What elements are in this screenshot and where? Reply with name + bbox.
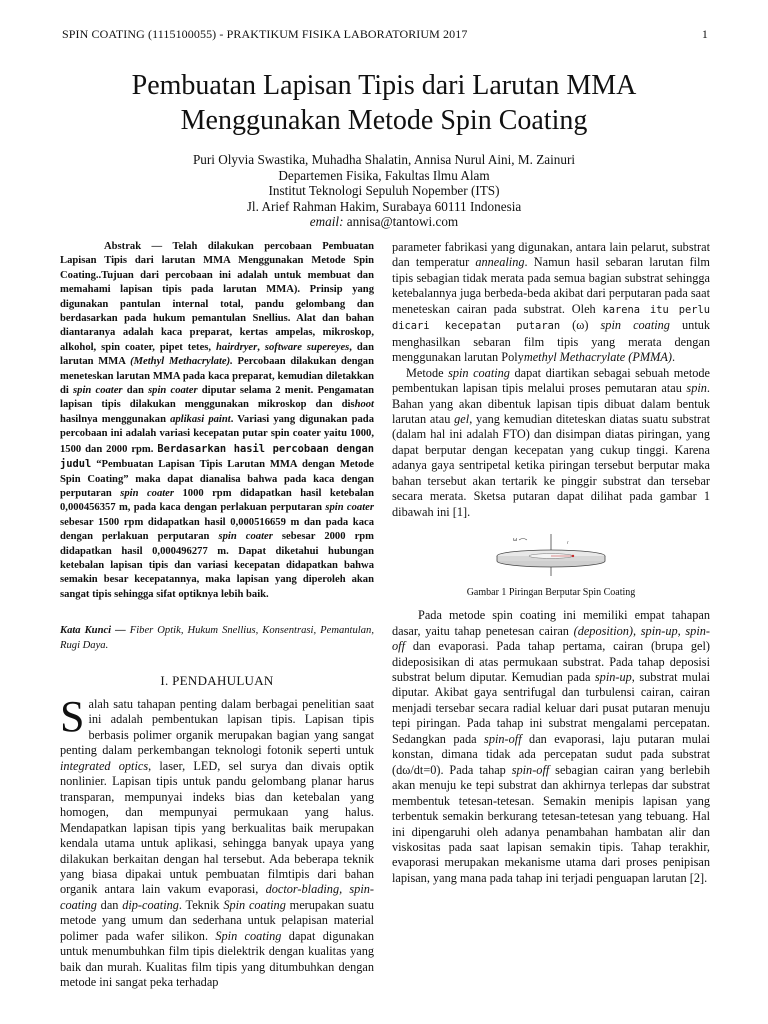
highlighted-phrase: Berdasarkan hasil percobaan dengan judul <box>60 442 374 471</box>
running-header <box>62 27 708 42</box>
abstract-label: Abstrak — <box>104 241 163 252</box>
spin-coating-stages-paragraph: Pada metode spin coating ini memiliki empat tahapan dasar, yaitu tahap penetesan cairan (deposition), spin-up, spin-off dan evaporasi. Pada tahap pertama, cairan (brupa gel) dideposisikan di atas permukaan substrat. Pada tahap deposisi substrat belum diputar. Kemudian pada spin-up, substrat mulai diputar. Akibat gaya sentrifugal dan turbulensi cairan, cairan menjadi tersebar secara radial keluar dari pusat putaran menuju tepi piringan. Pada tahap ini substrat mengalami percepatan. Sedangkan pada spin-off dan evaporasi, laju putaran mulai konstan, dimana tidak ada percepatan sudut pada substrat (dω/dt=0). Pada tahap spin-off sebagian cairan yang berlebih akan menuju ke tepi substrat dan akhirnya terlepas dar substrat membentuk tetesan-tetesan. Semakin menipis lapisan yang terbentuk semakin berkurang tetesan-tetesan yang tebuang. Hal ini dipengaruhi oleh adanya penambahan hambatan alir dan viskositas pada saat lapisan semakin tipis. Tahap terakhir, evaporasi merupakan mekanisme utama dari proses penipisan lapisan, yang mana pada tahap ini terjadi penguapan larutan [2]. <box>392 608 711 885</box>
keywords-label: Kata Kunci — <box>60 625 126 637</box>
keywords: Kata Kunci — Fiber Optik, Hukum Snellius, Konsentrasi, Pemantulan, Rugi Daya. <box>60 625 374 651</box>
page-number: 1 <box>701 27 708 41</box>
svg-text:ω: ω <box>513 537 518 544</box>
author-address: Jl. Arief Rahman Hakim, Surabaya 60111 Indonesia <box>246 198 522 214</box>
figure-1 <box>392 530 710 598</box>
svg-text:r: r <box>567 540 569 546</box>
email-address[interactable]: annisa@tantowi.com <box>346 214 459 230</box>
intro-paragraph: Salah satu tahapan penting dalam berbagai penelitian saat ini adalah pembentukan lapisan tipis. Lapisan tipis berbasis polimer organik merupakan bagian yang sangat penting dalam perkembangan teknologi fotonik seperti untuk integrated optics, laser, LED, sel surya dan divais optik nonlinier. Lapisan tipis untuk pandu gelombang planar harus transparan, mempunyai indeks bias dan ketebalan yang homogen, dan mempunyai permukaan yang halus. Mendapatkan lapisan tipis yang berkualitas baik merupakan kendala utama untuk aplikasi, sehingga banyak upaya yang dilakukan berkaitan dengan hal tersebut. Ada beberapa teknik yang biasa dipakai untuk pembuatan filmtipis dari bahan organik antara lain vakum evaporasi, doctor-blading, spin-coating dan dip-coating. Teknik Spin coating merupakan suatu metode yang umum dan sederhana untuk pelapisan material polimer pada wafer silikon. Spin coating dapat digunakan untuk menumbuhkan film tipis dielektrik dengan kualitas yang baik dan murah. Kualitas film tipis yang ditumbuhkan dengan metode ini sangat peka terhadap <box>60 691 374 990</box>
paper-title <box>60 68 708 138</box>
spin-coating-definition-paragraph: Metode spin coating dapat diartikan sebagai sebuah metode pembentukan lapisan tipis melalui proses pemutaran atau spin. Bahan yang akan dibentuk lapisan tipis dibuat dalam bentuk larutan atau gel, yang kemudian diteteskan diatas suatu substrat (dalam hal ini adalah FTO) dan disimpan diatas piringan, yang dapat berputar dengan kecepatan yang cukup tinggi. Karena adanya gaya sentripetal ketika piringan tersebut berputar maka bahan tersebut akan tertarik ke pinggir substrat dan tersebar secara merata. Sketsa putaran dapat dilihat pada gambar 1 dibawah ini [1]. <box>392 365 710 519</box>
section-heading-pendahuluan: I. PENDAHULUAN <box>160 672 274 688</box>
author-block <box>60 152 708 230</box>
drop-cap: S <box>60 691 85 741</box>
author-department: Departemen Fisika, Fakultas Ilmu Alam <box>278 167 490 183</box>
author-institute: Institut Teknologi Sepuluh Nopember (ITS) <box>268 183 500 199</box>
intro-paragraph-continued: parameter fabrikasi yang digunakan, antara lain pelarut, substrat dan temperatur annealing. Namun hasil sebaran larutan film tipis sebagian tidak merata pada semua bagian substrat sehingga ketebalannya juga berbeda-beda akibat dari perputaran pada saat meneteskan cairan pada substrat. Oleh karena itu perlu dicari kecepatan putaran (ω) spin coating untuk menghasilkan sebaran film tipis yang merata dengan menggunakan larutan Polymethyl Methacrylate (PMMA). <box>392 240 711 365</box>
right-column <box>392 240 710 886</box>
running-title: SPIN COATING (1115100055) - PRAKTIKUM FISIKA LABORATORIUM 2017 <box>62 27 468 41</box>
highlighted-phrase-2: karena itu perlu dicari kecepatan putaran <box>392 303 711 333</box>
email-label: email: <box>309 214 344 230</box>
abstract: Abstrak — Telah dilakukan percobaan Pembuatan Lapisan Tipis dari larutan MMA Menggunakan Metode Spin Coating..Tujuan dari percobaan ini adalah untuk membuat dan memahami lapisan tipis pada larutan MMA). Prinsip yang digunakan pantulan internal total, pandu gelombang dan berdasarkan pada hukum pemantulan Snellius. Alat dan bahan diantaranya adalah kaca preparat, kertas ampelas, mikroskop, alkohol, spin coater, pipet tetes, hairdryer, software supereyes, dan larutan MMA (Methyl Methacrylate). Percobaan dilakukan dengan meneteskan larutan MMA pada kaca preparat, kemudian diletakkan di spin coater dan spin coater diputar selama 2 menit. Pengamatan lapisan tipis dilakukan menggunakan mikroskop dan dishoot hasilnya menggunakan aplikasi paint. Variasi yang digunakan pada percobaan ini adalah variasi kecepatan putar spin coater yaitu 1000, 1500 dan 2000 rpm. Berdasarkan hasil percobaan dengan judul “Pembuatan Lapisan Tipis Larutan MMA dengan Metode Spin Coating” maka dapat dianalisa bahwa pada kaca dengan perputaran spin coater 1000 rpm didapatkan hasil ketebalan 0,000456357 m, pada kaca dengan perlakuan perputaran spin coater sebesar 1500 rpm didapatkan hasil 0,000516659 m dan pada kaca dengan perlakuan perputaran spin coater sebesar 2000 rpm didapatkan hasil 0,000496277 m. Dapat diketahui hubungan ketebalan lapisan tipis dan variasi kecepatan didapatkan bahwa semakin besar kecepatannya, maka lapisan yang diperoleh akan sangat tipis sehingga sifat optiknya lebih baik. <box>60 241 375 600</box>
author-email-line <box>60 214 708 230</box>
title-line-1: Pembuatan Lapisan Tipis dari Larutan MMA <box>131 70 637 101</box>
spin-coater-disk-illustration <box>491 530 611 578</box>
title-line-2: Menggunakan Metode Spin Coating <box>180 105 588 136</box>
left-column <box>60 240 374 991</box>
figure-1-caption: Gambar 1 Piringan Berputar Spin Coating <box>466 587 636 599</box>
author-names: Puri Olyvia Swastika, Muhadha Shalatin, Annisa Nurul Aini, M. Zainuri <box>192 152 576 167</box>
